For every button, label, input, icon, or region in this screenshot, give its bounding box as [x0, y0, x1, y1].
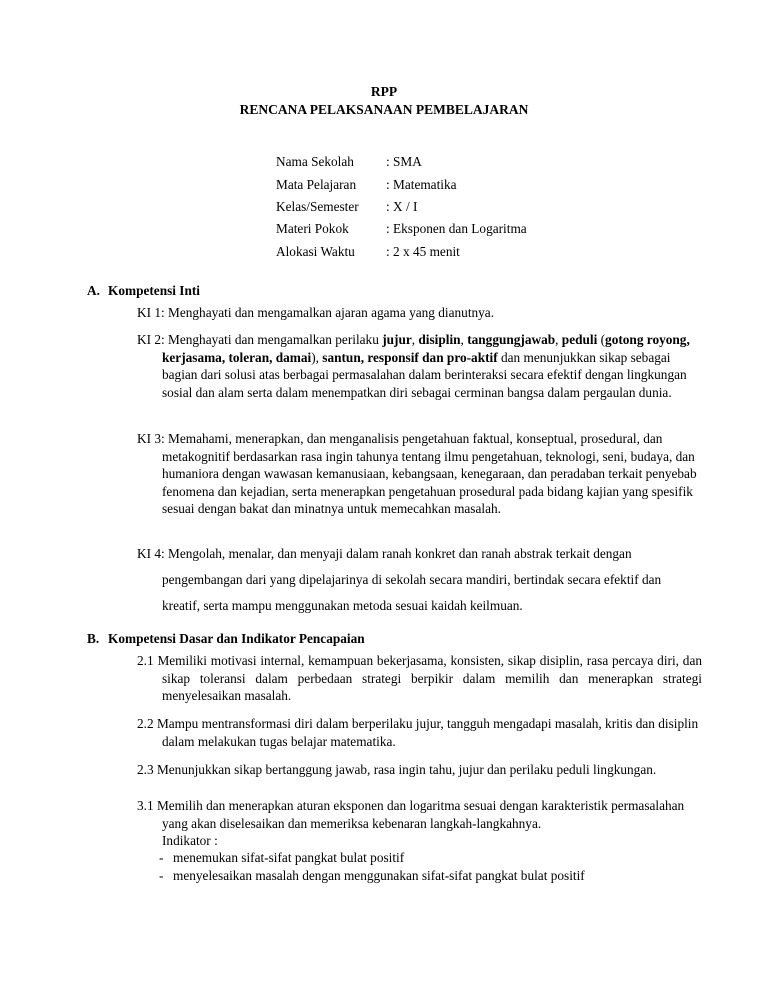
info-value: : X / I: [386, 199, 418, 214]
ki-3: KI 3: Memahami, menerapkan, dan menganalisis pengetahuan faktual, konseptual, prosedural, dan metakognitif berdasarkan rasa ingin tahunya tentang ilmu pengetahuan, teknologi, seni, budaya, dan humaniora dengan wawasan kemanusiaan, kebangsaan, kenegaraan, dan peradaban terkait penyebab fenomena dan kejadian, serta menerapkan pengetahuan prosedural pada bidang kajian yang spesifik sesuai dengan bakat dan minatnya untuk memecahkan masalah.: [137, 431, 697, 516]
info-value: : Eksponen dan Logaritma: [386, 221, 527, 236]
kd-2-1: 2.1 Memiliki motivasi internal, kemampuan bekerjasama, konsisten, sikap disiplin, rasa percaya diri, dan sikap toleransi dalam perbedaan strategi berpikir dalam memilih dan menerapkan strategi menyelesaikan masalah.: [137, 653, 702, 703]
info-label: Materi Pokok: [276, 221, 349, 236]
ki2-text: KI 2: Menghayati dan mengamalkan perilaku: [137, 332, 383, 347]
section-letter: A.: [87, 283, 100, 298]
doc-title-short: RPP: [370, 84, 398, 99]
list-item-text: menemukan sifat-sifat pangkat bulat positif: [173, 850, 405, 865]
ki2-bold: jujur: [382, 332, 412, 347]
ki2-bold: peduli: [561, 332, 598, 347]
ki2-text: ,: [411, 332, 419, 347]
list-item: [159, 850, 404, 866]
section-title: Kompetensi Dasar dan Indikator Pencapaian: [108, 631, 365, 646]
ki-2: [137, 331, 702, 401]
kd-2-2: 2.2 Mampu mentransformasi diri dalam berperilaku jujur, tangguh mengadapi masalah, kritis dan disiplin dalam melakukan tugas belajar matematika.: [137, 716, 699, 749]
ki-4: KI 4: Mengolah, menalar, dan menyaji dalam ranah konkret dan ranah abstrak terkait dengan pengembangan dari yang dipelajarinya di sekolah secara mandiri, bertindak secara efektif dan kreatif, serta mampu menggunakan metoda sesuai kaidah keilmuan.: [137, 546, 662, 613]
ki2-text: ,: [460, 332, 468, 347]
info-label: Nama Sekolah: [276, 154, 354, 169]
section-b-heading: [87, 631, 365, 647]
ki2-bold: gotong royong, kerjasama, toleran, damai: [162, 332, 690, 365]
list-item: [159, 868, 585, 884]
section-title: Kompetensi Inti: [108, 283, 200, 298]
doc-title-full: RENCANA PELAKSANAAN PEMBELAJARAN: [239, 102, 529, 117]
list-item-text: menyelesaikan masalah dengan menggunakan sifat-sifat pangkat bulat positif: [173, 868, 585, 883]
ki2-text: (: [597, 332, 606, 347]
info-value: : 2 x 45 menit: [386, 244, 460, 259]
dash-marker: -: [159, 868, 164, 883]
section-a-heading: [87, 283, 200, 299]
ki2-text: dan menunjukkan sikap sebagai bagian dari solusi atas berbagai permasalahan dalam berinteraksi secara efektif dengan lingkungan sosial dan alam serta dalam menempatkan diri sebagai cerminan bangsa dalam pergaulan dunia.: [162, 349, 687, 400]
ki2-bold: santun, responsif dan pro-aktif: [322, 349, 498, 365]
info-value: : SMA: [386, 154, 422, 169]
info-value: : Matematika: [386, 177, 457, 192]
ki2-bold: disiplin: [418, 332, 461, 347]
info-label: Kelas/Semester: [276, 199, 359, 214]
ki-1: KI 1: Menghayati dan mengamalkan ajaran agama yang dianutnya.: [137, 305, 495, 320]
info-label: Mata Pelajaran: [276, 177, 357, 192]
ki2-text: ),: [311, 349, 323, 365]
info-label: Alokasi Waktu: [276, 244, 355, 259]
section-letter: B.: [87, 631, 100, 646]
ki2-text: ,: [555, 332, 562, 347]
kd-2-3: 2.3 Menunjukkan sikap bertanggung jawab, rasa ingin tahu, jujur dan perilaku peduli lingkungan.: [137, 762, 657, 777]
ki2-bold: tanggungjawab: [467, 332, 556, 347]
indikator-label: Indikator :: [162, 833, 218, 848]
kd-3-1: 3.1 Memilih dan menerapkan aturan eksponen dan logaritma sesuai dengan karakteristik permasalahan yang akan diselesaikan dan memeriksa kebenaran langkah-langkahnya.: [137, 798, 685, 831]
dash-marker: -: [159, 850, 164, 865]
